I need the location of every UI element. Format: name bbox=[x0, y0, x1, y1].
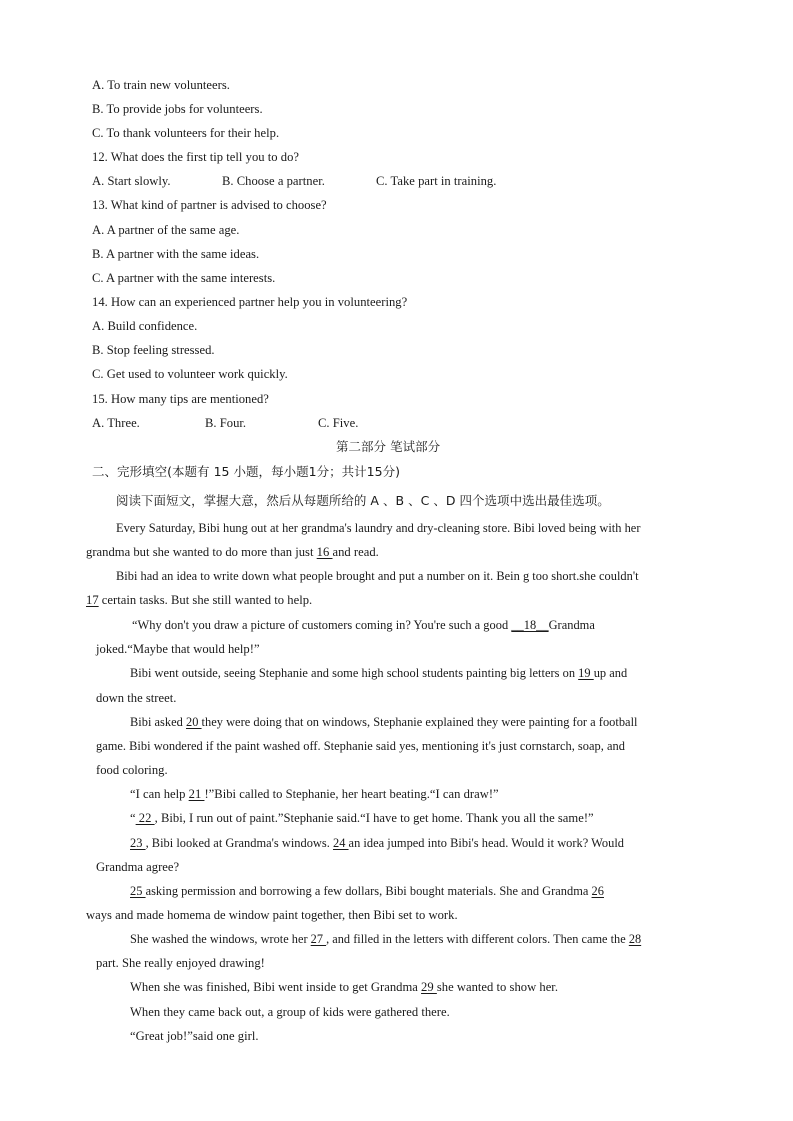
passage-p4-line1: Bibi went outside, seeing Stephanie and some high school students painting big letters on 19 up and bbox=[130, 666, 628, 680]
q15-option-b: B. Four. bbox=[205, 416, 247, 430]
blank-24[interactable]: 24 bbox=[332, 836, 349, 850]
passage-p7: “ 22 , Bibi, I run out of paint.”Stephanie said.“I have to get home. Thank you all the same!” bbox=[130, 811, 594, 825]
blank-21[interactable]: 21 bbox=[188, 787, 205, 801]
blank-25[interactable]: 25 bbox=[130, 884, 146, 898]
q14-option-b: B. Stop feeling stressed. bbox=[92, 343, 215, 357]
blank-23[interactable]: 23 bbox=[130, 836, 146, 850]
q15-stem: 15. How many tips are mentioned? bbox=[92, 392, 269, 406]
q14-option-c: C. Get used to volunteer work quickly. bbox=[92, 367, 288, 381]
blank-28[interactable]: 28 bbox=[628, 932, 642, 946]
blank-22[interactable]: 22 bbox=[135, 811, 155, 825]
q11-option-c: C. To thank volunteers for their help. bbox=[92, 126, 280, 140]
q11-option-a: A. To train new volunteers. bbox=[92, 78, 230, 92]
passage-p12: When they came back out, a group of kids were gathered there. bbox=[130, 1005, 450, 1019]
q15-option-a: A. Three. bbox=[92, 416, 140, 430]
q15-option-c: C. Five. bbox=[318, 416, 359, 430]
passage-p8-line1: 23 , Bibi looked at Grandma's windows. 24 an idea jumped into Bibi's head. Would it work? Would bbox=[130, 836, 625, 850]
passage-p9-line1: 25 asking permission and borrowing a few dollars, Bibi bought materials. She and Grandma 26 bbox=[130, 884, 604, 898]
q12-stem: 12. What does the first tip tell you to do? bbox=[92, 150, 299, 164]
passage-p10-line1: She washed the windows, wrote her 27 , and filled in the letters with different colors. Then came the 28 bbox=[130, 932, 642, 946]
passage-p8-line2: Grandma agree? bbox=[96, 860, 180, 874]
q11-option-b: B. To provide jobs for volunteers. bbox=[92, 102, 263, 116]
passage-p1-line1: Every Saturday, Bibi hung out at her grandma's laundry and dry-cleaning store. Bibi loved being with her bbox=[116, 521, 641, 535]
passage-p4-line2: down the street. bbox=[96, 691, 177, 705]
blank-16[interactable]: 16 bbox=[316, 545, 333, 559]
passage-p5-line1: Bibi asked 20 they were doing that on windows, Stephanie explained they were painting for a football bbox=[130, 715, 638, 729]
blank-19[interactable]: 19 bbox=[578, 666, 594, 680]
section2-heading: 二、完形填空(本题有 15 小题，每小题1分；共计15分) bbox=[92, 464, 401, 479]
passage-p5-line2: game. Bibi wondered if the paint washed off. Stephanie said yes, mentioning it's just cornstarch, soap, and bbox=[96, 739, 625, 753]
blank-18[interactable]: __18__ bbox=[511, 618, 549, 632]
passage-p6: “I can help 21 !”Bibi called to Stephanie, her heart beating.“I can draw!” bbox=[130, 787, 499, 801]
passage-p13: “Great job!”said one girl. bbox=[130, 1029, 259, 1043]
q13-option-c: C. A partner with the same interests. bbox=[92, 271, 276, 285]
passage-p1-line2: grandma but she wanted to do more than just 16 and read. bbox=[86, 545, 379, 559]
section2-instruction: 阅读下面短文，掌握大意，然后从每题所给的 A 、B 、C 、D 四个选项中选出最佳选项。 bbox=[116, 493, 610, 508]
passage-p5-line3: food coloring. bbox=[96, 763, 168, 777]
q13-option-a: A. A partner of the same age. bbox=[92, 223, 240, 237]
blank-27[interactable]: 27 bbox=[310, 932, 327, 946]
passage-p2-line2: 17 certain tasks. But she still wanted to help. bbox=[86, 593, 313, 607]
passage-p10-line2: part. She really enjoyed drawing! bbox=[96, 956, 265, 970]
q12-option-c: C. Take part in training. bbox=[376, 174, 497, 188]
passage-p9-line2: ways and made homema de window paint together, then Bibi set to work. bbox=[86, 908, 458, 922]
q12-option-b: B. Choose a partner. bbox=[222, 174, 325, 188]
blank-26[interactable]: 26 bbox=[591, 884, 604, 898]
blank-20[interactable]: 20 bbox=[185, 715, 202, 729]
part2-title: 第二部分 笔试部分 bbox=[336, 439, 441, 454]
q14-option-a: A. Build confidence. bbox=[92, 319, 198, 333]
passage-p3-line2: joked.“Maybe that would help!” bbox=[96, 642, 260, 656]
q12-option-a: A. Start slowly. bbox=[92, 174, 171, 188]
q14-stem: 14. How can an experienced partner help you in volunteering? bbox=[92, 295, 408, 309]
passage-p11: When she was finished, Bibi went inside to get Grandma 29 she wanted to show her. bbox=[130, 980, 558, 994]
passage-p2-line1: Bibi had an idea to write down what people brought and put a number on it. Bein g too short.she couldn't bbox=[116, 569, 639, 583]
passage-p3-line1: “Why don't you draw a picture of customers coming in? You're such a good __18__Grandma bbox=[132, 618, 595, 632]
blank-29[interactable]: 29 bbox=[421, 980, 437, 994]
q13-stem: 13. What kind of partner is advised to choose? bbox=[92, 198, 327, 212]
q13-option-b: B. A partner with the same ideas. bbox=[92, 247, 260, 261]
blank-17[interactable]: 17 bbox=[86, 593, 99, 607]
